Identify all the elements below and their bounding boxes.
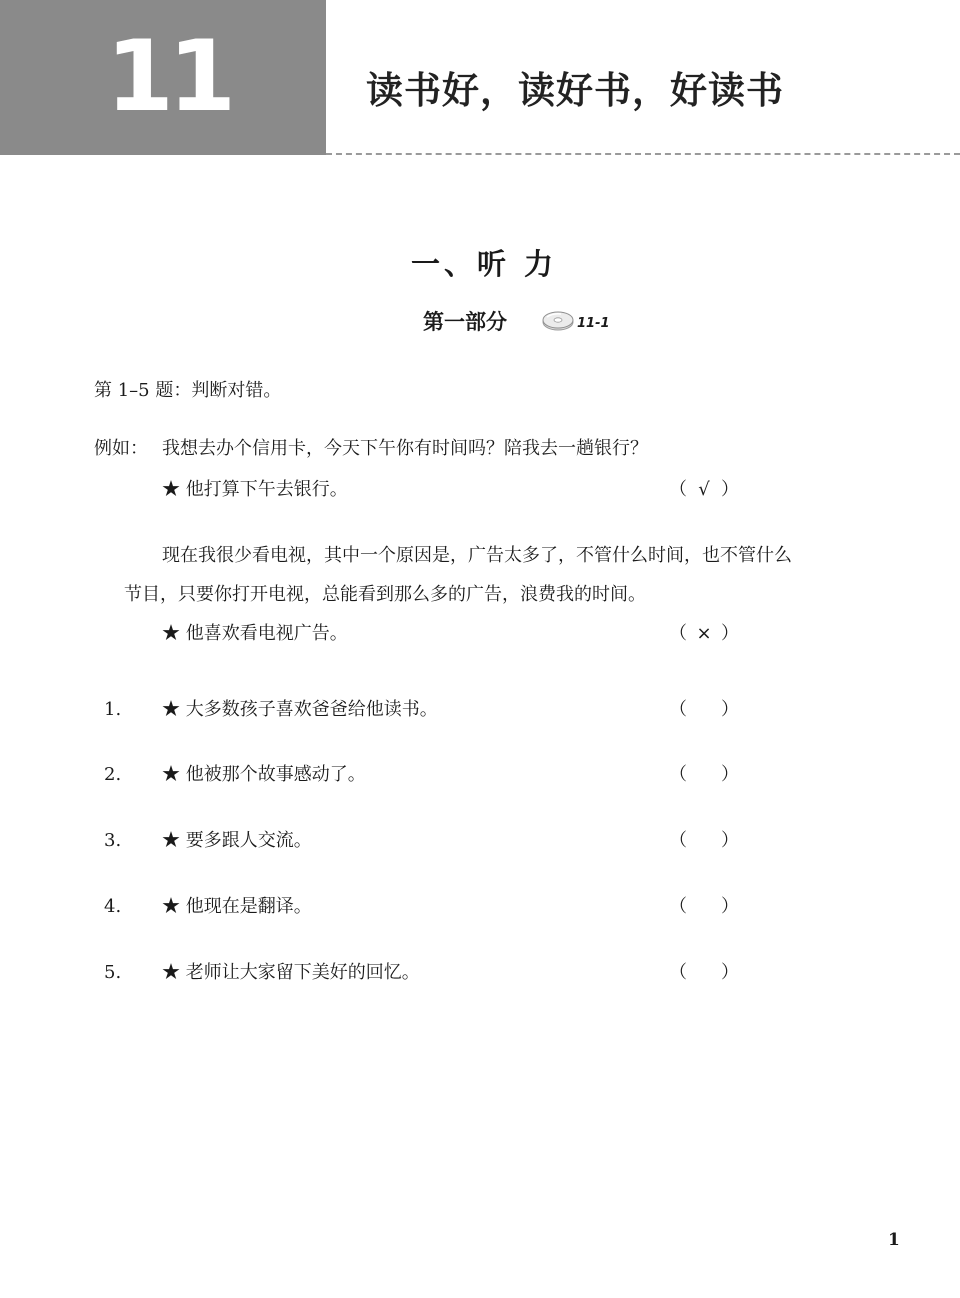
example2-answer: ×	[696, 623, 712, 644]
example1-statement: ★ 他打算下午去银行。	[162, 479, 348, 500]
example1-answer: √	[698, 479, 710, 500]
question-statement: ★ 要多跟人交流。	[162, 830, 312, 851]
page-number: 1	[888, 1230, 900, 1250]
part-title: 第一部分	[423, 309, 507, 334]
question-statement: ★ 他现在是翻译。	[162, 896, 312, 917]
part-heading	[423, 306, 610, 336]
example2-statement: ★ 他喜欢看电视广告。	[162, 623, 348, 644]
lesson-title: 读书好，读好书，好读书	[366, 69, 784, 112]
lesson-number-block	[0, 0, 326, 155]
question-statement: ★ 大多数孩子喜欢爸爸给他读书。	[162, 699, 438, 720]
example2-passage-line2: 节目，只要你打开电视，总能看到那么多的广告，浪费我的时间。	[124, 584, 646, 605]
section-title: 一、听 力	[410, 247, 558, 281]
question-number: 1.	[104, 699, 122, 720]
lesson-number: 11	[105, 20, 231, 134]
header-divider	[326, 153, 960, 155]
question-number: 3.	[104, 830, 122, 851]
cd-icon	[541, 310, 575, 332]
question-number: 2.	[104, 764, 122, 785]
question-number: 5.	[104, 962, 122, 983]
question-statement: ★ 他被那个故事感动了。	[162, 764, 366, 785]
instructions: 第 1–5 题：判断对错。	[94, 380, 282, 401]
question-statement: ★ 老师让大家留下美好的回忆。	[162, 962, 420, 983]
example-label: 例如：	[94, 438, 148, 459]
example1-passage: 我想去办个信用卡，今天下午你有时间吗？陪我去一趟银行？	[162, 438, 648, 459]
track-label: 11-1	[577, 315, 610, 331]
question-number: 4.	[104, 896, 122, 917]
example2-passage-line1: 现在我很少看电视，其中一个原因是，广告太多了，不管什么时间，也不管什么	[162, 545, 792, 566]
